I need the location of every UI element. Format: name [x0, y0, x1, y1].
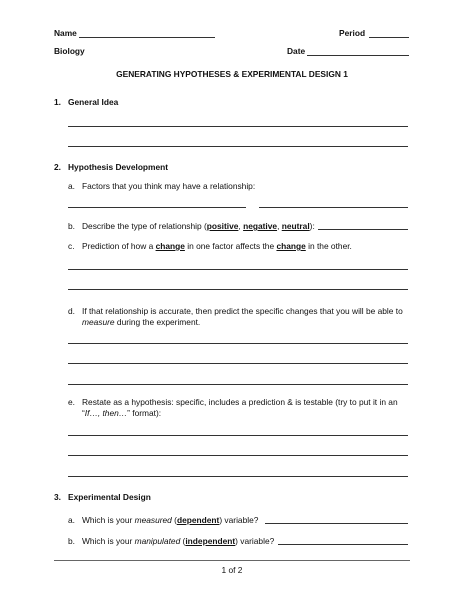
- term-dependent: dependent: [176, 515, 220, 525]
- answer-line-2e-2[interactable]: [68, 455, 408, 456]
- item-2e-line-2: “If…, then…” format):: [82, 408, 162, 418]
- section-1-number: 1.: [54, 97, 61, 107]
- term-measure: measure: [82, 317, 115, 327]
- term-negative: negative: [243, 221, 278, 231]
- item-2b-text: Describe the type of relationship (positive, negative, neutral):: [82, 221, 315, 231]
- footer-divider: [54, 560, 410, 561]
- item-3a-text: Which is your measured (dependent) variable?: [82, 515, 259, 525]
- item-3b-text: Which is your manipulated (independent) variable?: [82, 536, 275, 546]
- item-2d-line-1: If that relationship is accurate, then predict the specific changes that you will be able to: [82, 306, 403, 316]
- item-2a-text: Factors that you think may have a relationship:: [82, 181, 256, 191]
- term-change-2: change: [276, 241, 306, 251]
- section-3-title: Experimental Design: [68, 492, 151, 502]
- item-2d-letter: d.: [68, 306, 75, 316]
- name-field[interactable]: [79, 37, 215, 38]
- answer-line-2d-1[interactable]: [68, 343, 408, 344]
- name-label: Name: [54, 28, 77, 38]
- term-if-then: If…, then…: [84, 408, 128, 418]
- section-1-title: General Idea: [68, 97, 119, 107]
- section-2-number: 2.: [54, 162, 61, 172]
- answer-line-2c-1[interactable]: [68, 269, 408, 270]
- term-positive: positive: [206, 221, 239, 231]
- item-2d-line-2: measure during the experiment.: [82, 317, 201, 327]
- term-neutral: neutral: [281, 221, 310, 231]
- answer-line-2c-2[interactable]: [68, 289, 408, 290]
- item-2c-text: Prediction of how a change in one factor affects the change in the other.: [82, 241, 352, 251]
- period-label: Period: [339, 28, 366, 38]
- term-manipulated: manipulated: [134, 536, 181, 546]
- dependent-variable-line[interactable]: [265, 523, 408, 524]
- item-3b-letter: b.: [68, 536, 75, 546]
- term-measured: measured: [134, 515, 172, 525]
- answer-line-s1-1[interactable]: [68, 126, 408, 127]
- answer-line-2d-2[interactable]: [68, 363, 408, 364]
- independent-variable-line[interactable]: [278, 544, 408, 545]
- answer-line-2e-3[interactable]: [68, 476, 408, 477]
- date-label: Date: [287, 46, 306, 56]
- answer-line-s1-2[interactable]: [68, 146, 408, 147]
- answer-line-2e-1[interactable]: [68, 435, 408, 436]
- page-number: 1 of 2: [221, 565, 243, 575]
- item-2e-line-1: Restate as a hypothesis: specific, includes a prediction & is testable (try to put it in an: [82, 397, 398, 407]
- term-change-1: change: [155, 241, 185, 251]
- item-2a-letter: a.: [68, 181, 75, 191]
- factor-1-line[interactable]: [68, 207, 246, 208]
- answer-line-2d-3[interactable]: [68, 384, 408, 385]
- section-3-number: 3.: [54, 492, 61, 502]
- item-2c-letter: c.: [68, 241, 75, 251]
- item-2e-letter: e.: [68, 397, 75, 407]
- item-3a-letter: a.: [68, 515, 75, 525]
- date-field[interactable]: [307, 55, 409, 56]
- period-field[interactable]: [369, 37, 409, 38]
- relationship-line[interactable]: [318, 229, 408, 230]
- page-title: GENERATING HYPOTHESES & EXPERIMENTAL DESIGN 1: [116, 69, 348, 79]
- item-2b-letter: b.: [68, 221, 75, 231]
- subject-label: Biology: [54, 46, 85, 56]
- term-independent: independent: [185, 536, 236, 546]
- factor-2-line[interactable]: [259, 207, 408, 208]
- section-2-title: Hypothesis Development: [68, 162, 169, 172]
